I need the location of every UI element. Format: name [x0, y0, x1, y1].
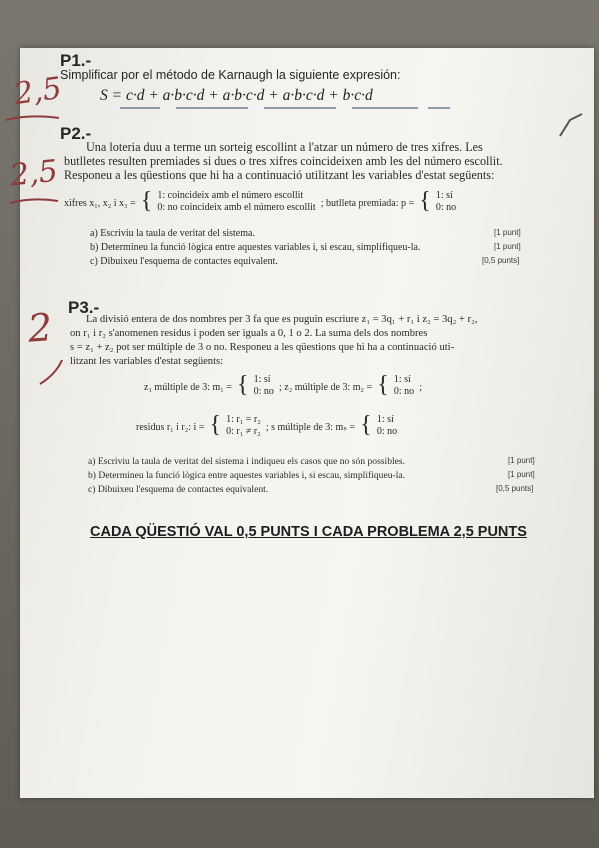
p2-prize-brace: { [419, 188, 431, 214]
p2-question-b: b) Determineu la funció lògica entre aquestes variables i, si escau, simplifiqueu-la. [90, 242, 421, 253]
p2-question-a-points: [1 punt] [494, 228, 521, 237]
p2-hand-underline [8, 194, 68, 210]
p3-title: P3.- [68, 298, 100, 317]
p3-m2-brace: { [377, 372, 389, 398]
p2-vars-opt0: 0: no coincideix amb el número escollit [157, 201, 316, 213]
p3-m2-label: ; z₂ múltiple de 3: m₂ = [278, 382, 373, 393]
p1-formula-text: S = c·d + a·b·c·d + a·b·c·d + a·b·c·d + b·c·d [100, 87, 373, 104]
p2-vars-opt1: 1: coincideix amb el número escollit [157, 190, 304, 201]
p2-question-a: a) Escriviu la taula de veritat del sistema. [90, 228, 255, 239]
p3-variables-row-2 [136, 412, 397, 439]
p3-m1-options: 1: sí 0: no [253, 374, 274, 397]
p3-question-a-points: [1 punt] [508, 456, 535, 465]
p2-prize-label: ; butlleta premiada: p = [320, 198, 415, 209]
p2-hand-score: 2,5 [8, 153, 60, 194]
p1-hand-underline [4, 110, 64, 130]
p3-hand-mark [34, 358, 74, 388]
p2-title: P2.- [60, 124, 92, 143]
p2-vars-label: xifres x₁, x₂ i x₃ = [64, 198, 136, 209]
p3-paragraph-line-4: litzant les variables d'estat següents: [70, 356, 224, 367]
p3-i-brace: { [209, 412, 222, 438]
p1-formula-underline [100, 105, 450, 113]
p2-vars-options [157, 190, 315, 213]
p3-ms-brace: { [360, 412, 372, 438]
p2-paragraph-line-1: Una loteria duu a terme un sorteig escollint a l'atzar un número de tres xifres. Les [86, 140, 483, 154]
p1-instruction: Simplificar por el método de Karnaugh la siguiente expresión: [60, 68, 401, 82]
p3-m2-options: 1: sí 0: no [393, 374, 415, 397]
p2-vars-brace: { [140, 188, 153, 214]
p1-title: P1.- [60, 51, 92, 70]
p3-question-b-points: [1 punt] [508, 470, 535, 479]
p2-prize-opt0: 0: no [435, 201, 457, 213]
p2-question-c-points: [0,5 punts] [482, 256, 520, 265]
p3-ms-label: ; s múltiple de 3: mₛ = [265, 422, 356, 433]
p3-i-label: residus r₁ i r₂: i = [136, 422, 205, 433]
p2-paragraph-line-3: Responeu a les qüestions que hi ha a continuació utilitzant les variables d'estat següents: [64, 168, 495, 182]
p2-question-c: c) Dibuixeu l'esquema de contactes equivalent. [90, 256, 278, 267]
p2-question-b-points: [1 punt] [494, 242, 521, 251]
p3-question-b: b) Determineu la funció lògica entre aquestes variables i, si escau, simplifiqueu-la. [88, 470, 406, 481]
p3-ms-options: 1: sí 0: no [376, 414, 398, 437]
p2-prize-options [436, 190, 456, 213]
p2-prize-opt1: 1: sí [435, 190, 453, 201]
p3-paragraph-line-3: s = z₁ + z₂ pot ser múltiple de 3 o no. Responeu a les qüestions que hi ha a continuació uti- [70, 342, 455, 353]
p3-m1-brace: { [236, 372, 249, 398]
p3-question-c: c) Dibuixeu l'esquema de contactes equivalent. [88, 484, 269, 495]
p2-paragraph-line-2: butlletes resulten premiades si dues o tres xifres coincideixen amb les del número escollit. [64, 154, 503, 168]
p3-question-c-points: [0,5 punts] [496, 484, 534, 493]
p3-question-a: a) Escriviu la taula de veritat del sistema i indiqueu els casos que no són possibles. [88, 456, 406, 467]
p3-paragraph-line-1: La divisió entera de dos nombres per 3 fa que es puguin escriure z₁ = 3q₁ + r₁ i z₂ = 3q₂ + r₂, [86, 314, 478, 325]
p3-hand-score: 2 [26, 305, 54, 351]
corner-pen-mark [556, 110, 586, 140]
p3-m1-label: z₁ múltiple de 3: m₁ = [144, 382, 232, 393]
p2-variables [64, 188, 456, 215]
p1-hand-score: 2,5 [11, 70, 64, 113]
p3-variables-row-1: z₁ múltiple de 3: m₁ = { 1: sí 0: no ; z₂ múltiple de 3: m₂ = { 1: sí 0: no ; [144, 372, 423, 398]
p1-formula [100, 87, 373, 105]
exam-sheet [8, 48, 594, 798]
grading-footer: CADA QÜESTIÓ VAL 0,5 PUNTS I CADA PROBLEMA 2,5 PUNTS [90, 524, 527, 540]
p3-i-options: 1: r₁ = r₂ 0: r₁ ≠ r₂ [226, 414, 261, 437]
p3-paragraph-line-2: on r₁ i r₂ s'anomenen residus i poden ser iguals a 0, 1 o 2. La suma dels dos nombres [70, 328, 428, 339]
